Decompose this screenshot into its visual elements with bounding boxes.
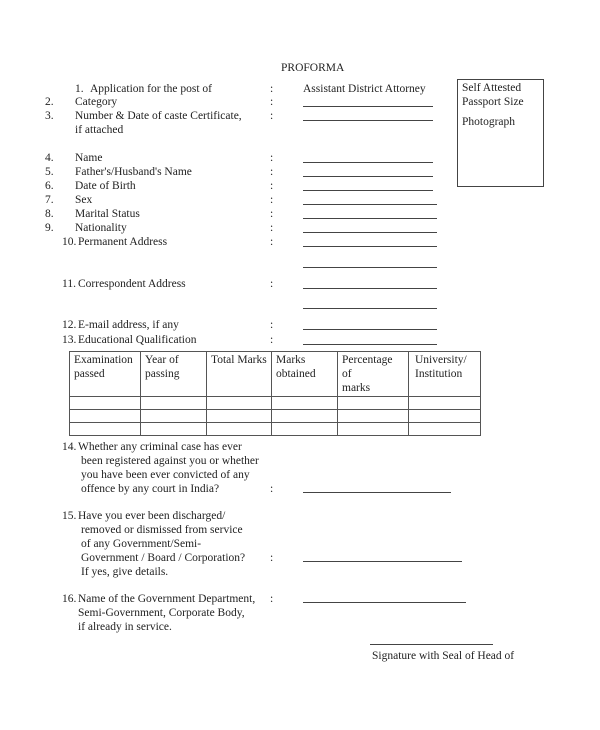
table-cell[interactable] [141, 410, 207, 423]
colon: : [270, 552, 274, 564]
government-department-field[interactable] [303, 602, 466, 603]
question-text: been registered against you or whether [81, 455, 259, 467]
category-field[interactable] [303, 106, 433, 107]
page-title: PROFORMA [281, 62, 345, 74]
post-value[interactable]: Assistant District Attorney [303, 83, 426, 95]
photo-box[interactable] [457, 79, 544, 187]
photo-box-line: Photograph [462, 116, 516, 128]
field-label: Sex [75, 194, 93, 206]
question-text: Whether any criminal case has ever [78, 441, 242, 453]
permanent-address-field[interactable] [303, 246, 437, 247]
colon: : [270, 180, 274, 192]
colon: : [270, 236, 274, 248]
question-text: Have you ever been discharged/ [78, 510, 226, 522]
table-cell[interactable] [70, 410, 141, 423]
question-number: 14. [62, 441, 77, 453]
question-text: Government / Board / Corporation? [81, 552, 246, 564]
colon: : [270, 278, 274, 290]
field-number: 6. [45, 180, 54, 192]
colon: : [270, 593, 274, 605]
sex-field[interactable] [303, 204, 437, 205]
signature-line[interactable] [370, 644, 493, 645]
question-number: 15. [62, 510, 77, 522]
field-label: Number & Date of caste Certificate, [75, 110, 242, 122]
caste-certificate-field[interactable] [303, 120, 433, 121]
photo-box-line: Self Attested [462, 82, 522, 94]
permanent-address-field-line2[interactable] [303, 267, 437, 268]
criminal-case-field[interactable] [303, 492, 451, 493]
header-cell: Year of passing [141, 352, 207, 397]
field-number: 9. [45, 222, 54, 234]
header-cell: Examination passed [70, 352, 141, 397]
field-number: 13. [62, 334, 77, 346]
field-number: 8. [45, 208, 54, 220]
table-cell[interactable] [70, 423, 141, 436]
colon: : [270, 334, 274, 346]
field-label: Father's/Husband's Name [75, 166, 192, 178]
table-row [70, 410, 481, 423]
email-field[interactable] [303, 329, 437, 330]
signature-label: Signature with Seal of Head of [372, 650, 515, 662]
table-cell[interactable] [338, 410, 409, 423]
table-cell[interactable] [207, 410, 272, 423]
field-number: 1. [75, 83, 84, 95]
question-text: offence by any court in India? [81, 483, 220, 495]
header-cell: Total Marks [207, 352, 272, 397]
field-number: 5. [45, 166, 54, 178]
table-cell[interactable] [207, 423, 272, 436]
field-number: 12. [62, 319, 77, 331]
colon: : [270, 222, 274, 234]
name-field[interactable] [303, 162, 433, 163]
table-cell[interactable] [70, 397, 141, 410]
table-cell[interactable] [409, 423, 481, 436]
question-text: of any Government/Semi- [81, 538, 202, 550]
header-cell: Percentage of marks [338, 352, 409, 397]
colon: : [270, 110, 274, 122]
father-name-field[interactable] [303, 176, 433, 177]
table-cell[interactable] [272, 397, 338, 410]
question-number: 16. [62, 593, 77, 605]
colon: : [270, 152, 274, 164]
field-label: E-mail address, if any [78, 319, 179, 331]
field-number: 7. [45, 194, 54, 206]
table-header-row [70, 352, 481, 397]
colon: : [270, 208, 274, 220]
qualification-table [69, 351, 481, 436]
field-label: Application for the post of [90, 83, 213, 95]
table-cell[interactable] [338, 397, 409, 410]
photo-box-line: Passport Size [462, 96, 524, 108]
question-text: removed or dismissed from service [81, 524, 243, 536]
colon: : [270, 83, 274, 95]
correspondent-address-field[interactable] [303, 288, 437, 289]
question-text: Semi-Government, Corporate Body, [78, 607, 245, 619]
question-text: you have been ever convicted of any [81, 469, 250, 481]
colon: : [270, 166, 274, 178]
field-label: Educational Qualification [78, 334, 197, 346]
table-cell[interactable] [409, 410, 481, 423]
field-label: Nationality [75, 222, 127, 234]
field-number: 4. [45, 152, 54, 164]
field-number: 10. [62, 236, 77, 248]
table-cell[interactable] [141, 423, 207, 436]
nationality-field[interactable] [303, 232, 437, 233]
field-number: 2. [45, 96, 54, 108]
education-field[interactable] [303, 344, 437, 345]
table-cell[interactable] [409, 397, 481, 410]
table-row [70, 423, 481, 436]
field-label: if attached [75, 124, 124, 136]
header-cell: Marks obtained [272, 352, 338, 397]
colon: : [270, 483, 274, 495]
question-text: Name of the Government Department, [78, 593, 256, 605]
table-row [70, 397, 481, 410]
field-number: 3. [45, 110, 54, 122]
table-cell[interactable] [272, 423, 338, 436]
field-label: Category [75, 96, 118, 108]
colon: : [270, 96, 274, 108]
question-text: If yes, give details. [81, 566, 169, 578]
colon: : [270, 194, 274, 206]
table-cell[interactable] [272, 410, 338, 423]
field-label: Marital Status [75, 208, 140, 220]
field-label: Date of Birth [75, 180, 136, 192]
field-label: Name [75, 152, 103, 164]
header-cell: University/ Institution [409, 352, 481, 397]
field-label: Permanent Address [78, 236, 168, 248]
question-text: if already in service. [78, 621, 172, 633]
table-cell[interactable] [207, 397, 272, 410]
field-number: 11. [62, 278, 76, 290]
discharged-field[interactable] [303, 561, 462, 562]
marital-status-field[interactable] [303, 218, 437, 219]
table-cell[interactable] [141, 397, 207, 410]
colon: : [270, 319, 274, 331]
dob-field[interactable] [303, 190, 433, 191]
field-label: Correspondent Address [78, 278, 186, 290]
table-cell[interactable] [338, 423, 409, 436]
correspondent-address-field-line2[interactable] [303, 308, 437, 309]
